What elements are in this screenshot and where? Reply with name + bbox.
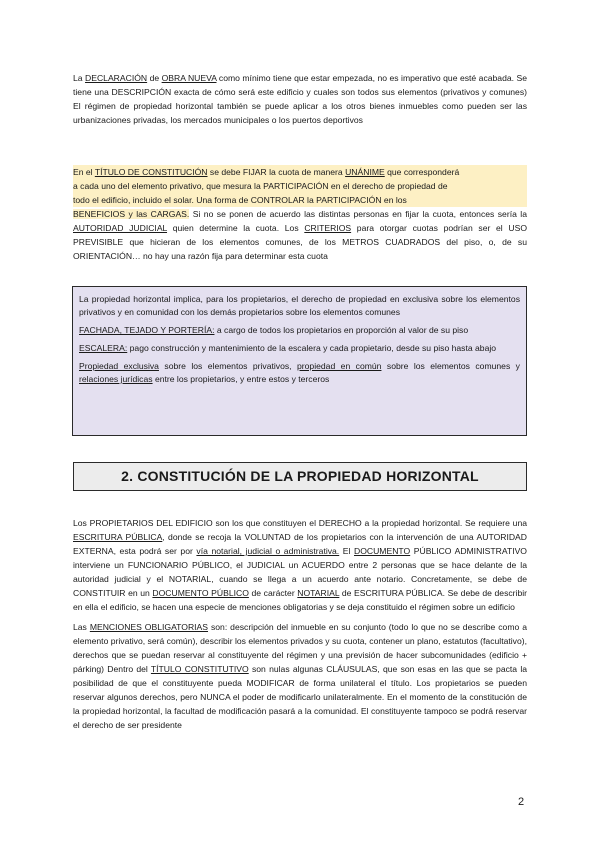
underlined-term: ESCALERA:: [79, 343, 128, 353]
box-paragraph: ESCALERA: pago construcción y mantenimiento de la escalera y cada propietario, desde su piso hasta abajo: [79, 343, 497, 353]
paragraph-titulo-constitucion: [73, 165, 527, 263]
underlined-term: OBRA NUEVA: [161, 73, 217, 83]
text: quien determine la cuota. Los: [167, 223, 305, 233]
underlined-term: relaciones jurídicas: [79, 374, 153, 384]
underlined-term: DECLARACIÓN: [85, 73, 148, 83]
underlined-term: Propiedad exclusiva: [79, 361, 159, 371]
highlighted-line: todo el edificio, incluido el solar. Una forma de CONTROLAR la PARTICIPACIÓN en los: [73, 193, 527, 207]
highlighted-line: En el TÍTULO DE CONSTITUCIÓN se debe FIJAR la cuota de manera UNÁNIME que corresponderá: [73, 165, 527, 179]
underlined-term: AUTORIDAD JUDICIAL: [73, 223, 168, 233]
highlighted-line: a cada uno del elemento privativo, que mesura la PARTICIPACIÓN en el derecho de propiedad de: [73, 179, 527, 193]
underlined-term: NOTARIAL: [297, 588, 340, 598]
box-paragraph: FACHADA, TEJADO Y PORTERÍA: a cargo de todos los propietarios en proporción al valor de su piso: [79, 325, 469, 335]
text: Si no se ponen de acuerdo las distintas personas en fijar la cuota, entonces sería la: [189, 209, 527, 219]
underlined-term: DOCUMENTO: [354, 546, 411, 556]
section-heading: 2. CONSTITUCIÓN DE LA PROPIEDAD HORIZONTAL: [73, 462, 527, 491]
underlined-term: ESCRITURA PÚBLICA: [73, 532, 163, 542]
underlined-term: DOCUMENTO PÚBLICO: [152, 588, 249, 598]
summary-box: [72, 286, 527, 436]
underlined-term: TÍTULO DE CONSTITUCIÓN: [94, 167, 208, 177]
underlined-term: CRITERIOS: [304, 223, 352, 233]
underlined-term: vía notarial, judicial o administrativa.: [196, 546, 340, 556]
text: de: [147, 73, 162, 83]
text: La: [73, 73, 86, 83]
underlined-term: TÍTULO CONSTITUTIVO: [150, 664, 249, 674]
underlined-term: propiedad en común: [297, 361, 382, 371]
box-paragraph: Propiedad exclusiva sobre los elementos privativos, propiedad en común sobre los elementos comunes y relaciones jurídicas entre los propietarios, y entre estos y terceros: [79, 361, 520, 384]
paragraph-menciones-obligatorias: Las MENCIONES OBLIGATORIAS son: descripción del inmueble en su conjunto (todo lo que no se describe como a elemento privativo, será común), describir los elementos privados y su cuota, contener un plano, estatutos (facultativo), derechos que se puedan reservar al constituyente del régimen y una previsión de hacer subcomunidades (edificio + párking) Dentro del TÍTULO CONSTITUTIVO son nulas algunas CLÁUSULAS, que son esas en las que se pacta la posibilidad de que el constituyente pueda MODIFICAR de forma unilateral el título. Los propietarios se pueden reservar algunos derechos, pero NUNCA el poder de modificarlo unilateralmente. En el momento de la constitución de la propiedad horizontal, la facultad de modificación pasará a la comunidad. El constituyente tampoco se podrá reservar el derecho de ser presidente: [73, 622, 528, 730]
paragraph-propietarios: Los PROPIETARIOS DEL EDIFICIO son los que constituyen el DERECHO a la propiedad horizontal. Se requiere una ESCRITURA PÚBLICA, donde se recoja la VOLUNTAD de los propietarios con la intervención de una AUTORIDAD EXTERNA, esta podrá ser por vía notarial, judicial o administrativa. El DOCUMENTO PÚBLICO ADMINISTRATIVO interviene un FUNCIONARIO PÚBLICO, el JUDICIAL un ACUERDO entre 2 personas que se hace delante de la autoridad judicial y el NOTARIAL, cuando se llega a un acuerdo ante notario. Concretamente, se debe de CONSTITUIR en un DOCUMENTO PÚBLICO de carácter NOTARIAL de ESCRITURA PÚBLICA. Se debe de describir en ella el edificio, se hacen una especie de menciones obligatorias y se deja constituido el régimen sobre un edificio: [73, 518, 528, 612]
box-paragraph: La propiedad horizontal implica, para los propietarios, el derecho de propiedad en exclusiva sobre los elementos privativos y en comunidad con los demás propietarios sobre los elementos comunes: [79, 294, 520, 317]
underlined-term: FACHADA, TEJADO Y PORTERÍA:: [79, 325, 215, 335]
text: como mínimo tiene que estar empezada, no es imperativo que esté acabada. Se tiene una DESCRIPCIÓN exacta de cómo será este edificio y cuales son todos sus elementos (privativos y comunes) El régimen de propiedad horizontal también se puede aplicar a los otros bienes inmuebles como pueden ser las urbanizaciones privadas, los mercados municipales o los puertos deportivos: [73, 73, 528, 125]
text: para otorgar cuotas podrían ser el USO PREVISIBLE que hicieran de los elementos comunes, de los METROS CUADRADOS del piso, o, de su ORIENTACIÓN… no hay una razón fija para determinar esta cuota: [73, 223, 528, 261]
page-number: 2: [518, 796, 525, 808]
underlined-term: MENCIONES OBLIGATORIAS: [89, 622, 209, 632]
paragraph-declaracion-obra-nueva: [73, 71, 527, 127]
underlined-term: UNÁNIME: [345, 167, 385, 177]
highlighted-text: BENEFICIOS y las CARGAS.: [73, 209, 190, 219]
